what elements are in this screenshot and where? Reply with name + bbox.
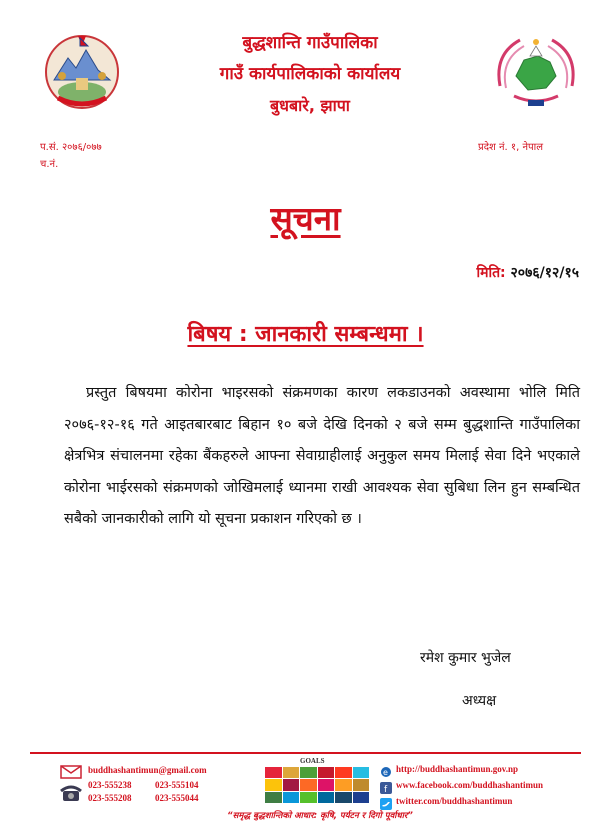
svg-text:e: e bbox=[383, 768, 388, 777]
notice-date bbox=[476, 263, 579, 282]
signer-designation: अध्यक्ष bbox=[462, 693, 497, 709]
fiscal-year-ref: प.सं. २०७६/०७७ bbox=[40, 142, 102, 153]
phone-3: 023-555208 bbox=[88, 793, 132, 803]
office-name: बुद्धशान्ति गाउँपालिका bbox=[242, 33, 378, 53]
facebook-icon bbox=[380, 779, 392, 794]
signer-name: रमेश कुमार भुजेल bbox=[420, 650, 511, 666]
email-icon bbox=[60, 764, 82, 778]
telephone-icon bbox=[60, 783, 82, 803]
date-label: मिति: bbox=[476, 265, 506, 281]
footer-email[interactable]: buddhashantimun@gmail.com bbox=[88, 765, 207, 775]
office-type: गाउँ कार्यपालिकाको कार्यालय bbox=[219, 64, 401, 84]
twitter-icon bbox=[380, 795, 392, 807]
province-ref: प्रदेश नं. १, नेपाल bbox=[478, 142, 544, 153]
notice-title: सूचना bbox=[270, 199, 341, 238]
footer-slogan: “समृद्ध बुद्धशान्तिको आधार: कृषि, पर्यटन र दिगो पूर्वाधार” bbox=[227, 811, 413, 821]
web-icon bbox=[380, 763, 392, 775]
date-value: २०७६/१२/१५ bbox=[510, 265, 579, 281]
phone-4: 023-555044 bbox=[155, 793, 199, 803]
svg-text:f: f bbox=[384, 785, 388, 794]
notice-body: प्रस्तुत बिषयमा कोरोना भाइरसको संक्रमणका कारण लकडाउनको अवस्थामा भोलि मिति २०७६-१२-१६ गते आइतबारबाट बिहान १० बजे देखि दिनको २ बजे सम्म बुद्धशान्ति गाउँपालिका क्षेत्रभित्र संचालनमा रहेका बैंकहरुले आफ्ना सेवाग्राहीलाई अनुकुल समय मिलाई सेवा दिने भएकाले कोरोना भाईरसको संक्रमणको जोखिमलाई ध्यानमा राखी आवश्यक सेवा सुबिधा लिन हुन सम्बन्धित सबैको जानकारीको लागि यो सूचना प्रकाशन गरिएको छ । bbox=[64, 385, 580, 527]
footer-facebook[interactable]: www.facebook.com/buddhashantimun bbox=[396, 780, 544, 790]
phone-1: 023-555238 bbox=[88, 780, 132, 790]
dispatch-number: च.नं. bbox=[40, 159, 59, 170]
footer-website[interactable]: http://buddhashantimun.gov.np bbox=[396, 764, 519, 774]
footer-twitter[interactable]: twitter.com/buddhashantimun bbox=[396, 796, 513, 806]
goals-label: GOALS bbox=[300, 757, 325, 765]
nepal-emblem-icon bbox=[40, 28, 124, 112]
footer-divider bbox=[30, 752, 581, 754]
municipality-logo-icon bbox=[490, 30, 582, 114]
sdg-goals-icon bbox=[265, 767, 369, 803]
office-location: बुधबारे, झापा bbox=[270, 96, 350, 115]
phone-2: 023-555104 bbox=[155, 780, 199, 790]
notice-subject: बिषय : जानकारी सम्बन्धमा । bbox=[187, 322, 424, 347]
